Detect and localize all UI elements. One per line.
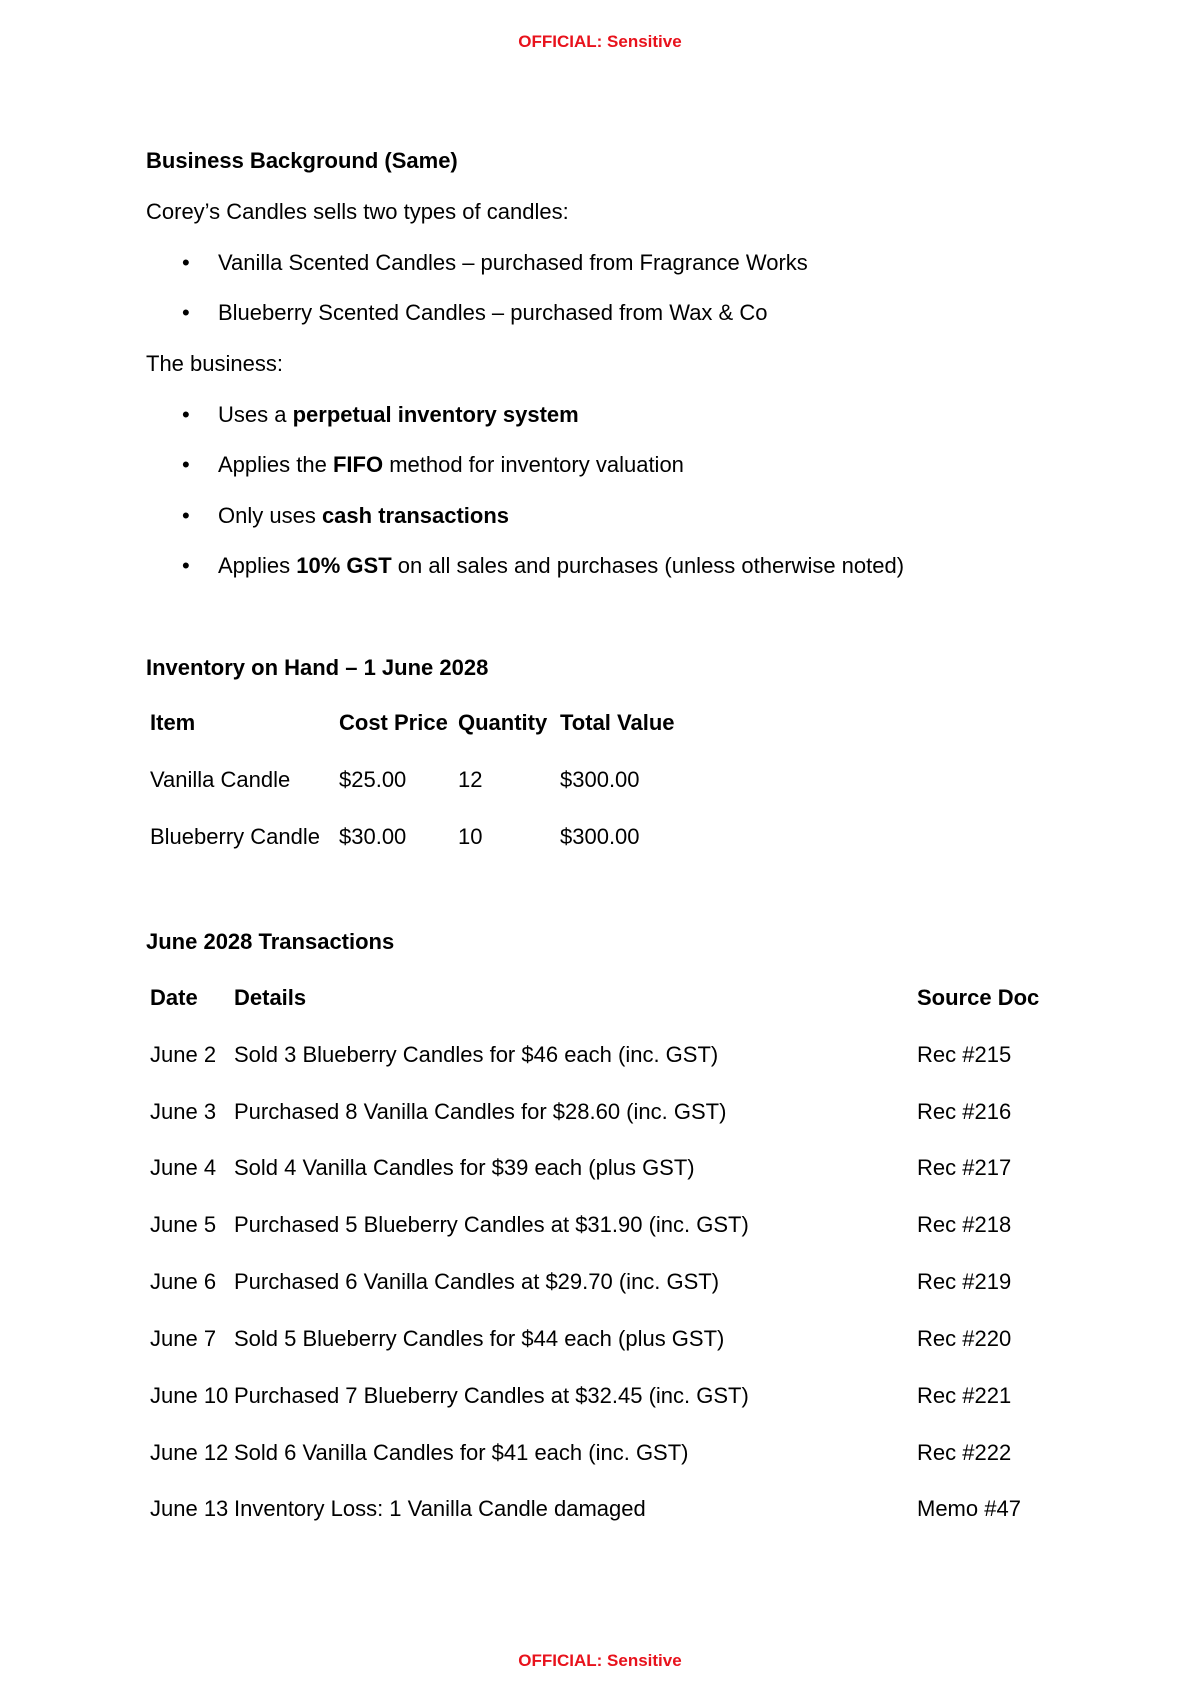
intro-text: Corey’s Candles sells two types of candles: (146, 199, 569, 224)
transaction-date: June 2 (150, 1042, 217, 1067)
rule-item-text: Applies the FIFO method for inventory valuation (218, 452, 684, 477)
inventory-cell-cost: $30.00 (339, 824, 407, 849)
transaction-details: Purchased 7 Blueberry Candles at $32.45 (inc. GST) (234, 1383, 749, 1408)
inventory-cell-quantity: 12 (458, 767, 483, 792)
transaction-date: June 13 (150, 1496, 229, 1521)
candle-item-text: Vanilla Scented Candles – purchased from Fragrance Works (218, 250, 808, 275)
transaction-date: June 5 (150, 1212, 217, 1237)
rule-item-text: Applies 10% GST on all sales and purchases (unless otherwise noted) (218, 553, 905, 578)
inventory-header-quantity: Quantity (458, 710, 548, 735)
inventory-cell-quantity: 10 (458, 824, 483, 849)
transaction-source: Rec #216 (917, 1099, 1012, 1124)
transaction-date: June 4 (150, 1155, 217, 1180)
transaction-source: Rec #220 (917, 1326, 1012, 1351)
transaction-source: Rec #215 (917, 1042, 1012, 1067)
inventory-header-item: Item (150, 710, 196, 735)
bullet-icon: • (182, 503, 190, 528)
inventory-heading: Inventory on Hand – 1 June 2028 (146, 655, 489, 680)
transactions-header-details: Details (234, 985, 307, 1010)
transaction-details: Sold 3 Blueberry Candles for $46 each (inc. GST) (234, 1042, 719, 1067)
inventory-cell-total: $300.00 (560, 824, 640, 849)
transaction-date: June 10 (150, 1383, 229, 1408)
candle-item-text: Blueberry Scented Candles – purchased from Wax & Co (218, 300, 768, 325)
transaction-details: Purchased 8 Vanilla Candles for $28.60 (inc. GST) (234, 1099, 727, 1124)
bullet-icon: • (182, 402, 190, 427)
transaction-date: June 3 (150, 1099, 217, 1124)
transaction-source: Rec #218 (917, 1212, 1012, 1237)
header-classification: OFFICIAL: Sensitive (518, 32, 682, 51)
transactions-header-source: Source Doc (917, 985, 1040, 1010)
transaction-details: Purchased 5 Blueberry Candles at $31.90 (inc. GST) (234, 1212, 749, 1237)
inventory-cell-item: Vanilla Candle (150, 767, 291, 792)
rule-item-text: Only uses cash transactions (218, 503, 510, 528)
transaction-source: Rec #221 (917, 1383, 1012, 1408)
transaction-source: Rec #219 (917, 1269, 1012, 1294)
transaction-details: Sold 6 Vanilla Candles for $41 each (inc. GST) (234, 1440, 689, 1465)
bullet-icon: • (182, 250, 190, 275)
transaction-details: Sold 5 Blueberry Candles for $44 each (plus GST) (234, 1326, 725, 1351)
bullet-icon: • (182, 452, 190, 477)
inventory-cell-item: Blueberry Candle (150, 824, 320, 849)
transaction-details: Sold 4 Vanilla Candles for $39 each (plus GST) (234, 1155, 695, 1180)
transactions-heading: June 2028 Transactions (146, 929, 395, 954)
business-intro-text: The business: (146, 351, 283, 376)
bullet-icon: • (182, 300, 190, 325)
transaction-source: Memo #47 (917, 1496, 1021, 1521)
inventory-header-cost: Cost Price (339, 710, 448, 735)
transaction-source: Rec #222 (917, 1440, 1012, 1465)
transactions-header-date: Date (150, 985, 198, 1010)
rule-item-text: Uses a perpetual inventory system (218, 402, 579, 427)
transaction-details: Inventory Loss: 1 Vanilla Candle damaged (234, 1496, 646, 1521)
inventory-header-total: Total Value (560, 710, 675, 735)
footer-classification: OFFICIAL: Sensitive (518, 1651, 682, 1670)
transaction-details: Purchased 6 Vanilla Candles at $29.70 (inc. GST) (234, 1269, 720, 1294)
transaction-date: June 6 (150, 1269, 217, 1294)
business-background-heading: Business Background (Same) (146, 148, 458, 173)
transaction-date: June 7 (150, 1326, 217, 1351)
inventory-cell-total: $300.00 (560, 767, 640, 792)
inventory-cell-cost: $25.00 (339, 767, 407, 792)
transaction-date: June 12 (150, 1440, 229, 1465)
bullet-icon: • (182, 553, 190, 578)
transaction-source: Rec #217 (917, 1155, 1012, 1180)
